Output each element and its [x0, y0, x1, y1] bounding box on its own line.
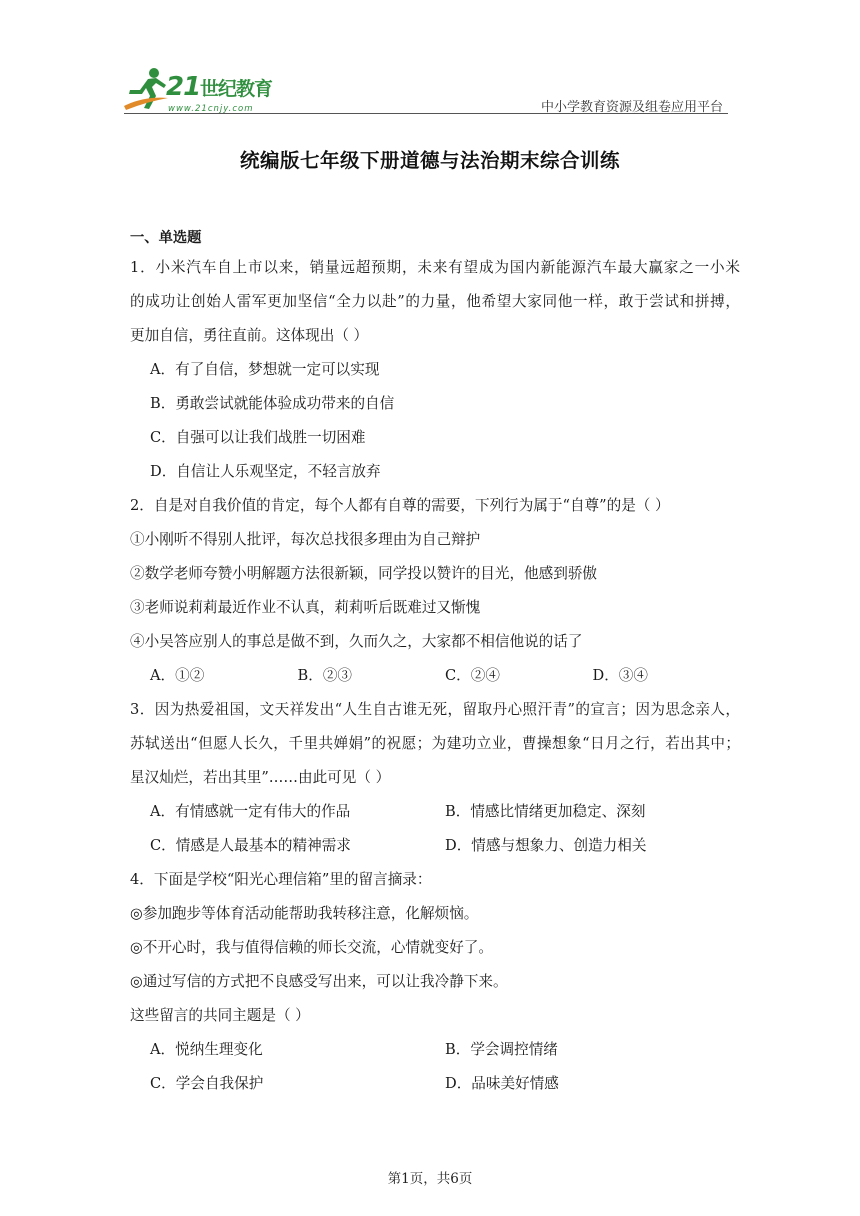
- logo-url: www.21cnjy.com: [168, 104, 254, 114]
- question-4-option-d[interactable]: D．品味美好情感: [445, 1075, 559, 1092]
- question-4: [130, 863, 740, 1101]
- question-2: [130, 489, 740, 693]
- question-4-option-c[interactable]: C．学会自我保护: [150, 1075, 264, 1092]
- logo-number: 21: [166, 72, 201, 102]
- question-2-statement: ①小刚听不得别人批评，每次总找很多理由为自己辩护: [130, 531, 481, 548]
- site-logo[interactable]: [120, 66, 295, 118]
- page-title: 统编版七年级下册道德与法治期末综合训练: [239, 149, 620, 172]
- page-header: [0, 0, 860, 120]
- question-3-stem-line: 星汉灿烂，若出其里”……由此可见（ ）: [130, 769, 391, 786]
- header-divider: [124, 113, 728, 114]
- question-4-stem-line: 4．下面是学校“阳光心理信箱”里的留言摘录：: [130, 871, 432, 888]
- question-3-option-b[interactable]: B．情感比情绪更加稳定、深刻: [445, 803, 646, 820]
- question-4-stem-line: 这些留言的共同主题是（ ）: [130, 1007, 310, 1024]
- question-2-statement: ③老师说莉莉最近作业不认真，莉莉听后既难过又惭愧: [130, 599, 481, 616]
- question-1-stem-line: 的成功让创始人雷军更加坚信“全力以赴”的力量，他希望大家同他一样，敢于尝试和拼搏，: [130, 293, 740, 310]
- question-3-options-row: [130, 795, 740, 829]
- question-1: [130, 251, 740, 489]
- question-3-option-c[interactable]: C．情感是人最基本的精神需求: [150, 837, 351, 854]
- runner-logo-icon: [124, 66, 168, 112]
- question-3: [130, 693, 740, 863]
- question-1-stem-line: 1．小米汽车自上市以来，销量远超预期，未来有望成为国内新能源汽车最大赢家之一小米: [130, 259, 740, 276]
- question-3-option-d[interactable]: D．情感与想象力、创造力相关: [445, 837, 647, 854]
- question-2-statement: ④小吴答应别人的事总是做不到，久而久之，大家都不相信他说的话了: [130, 633, 583, 650]
- question-4-message: ◎通过写信的方式把不良感受写出来，可以让我冷静下来。: [130, 973, 508, 990]
- question-4-message: ◎参加跑步等体育活动能帮助我转移注意，化解烦恼。: [130, 905, 479, 922]
- question-4-message: ◎不开心时，我与值得信赖的师长交流，心情就变好了。: [130, 939, 493, 956]
- question-2-stem-line: 2．自是对自我价值的肯定，每个人都有自尊的需要，下列行为属于“自尊”的是（ ）: [130, 497, 670, 514]
- question-2-option-d[interactable]: D．③④: [592, 667, 648, 684]
- question-2-option-a[interactable]: A．①②: [150, 667, 205, 684]
- question-1-option-c[interactable]: C．自强可以让我们战胜一切困难: [150, 429, 366, 446]
- question-2-option-b[interactable]: B．②③: [297, 667, 353, 684]
- question-1-option-b[interactable]: B．勇敢尝试就能体验成功带来的自信: [150, 395, 395, 412]
- question-2-options: [130, 659, 740, 693]
- question-2-option-c[interactable]: C．②④: [445, 667, 500, 684]
- question-4-options-row: [130, 1033, 740, 1067]
- question-1-option-a[interactable]: A．有了自信，梦想就一定可以实现: [150, 361, 380, 378]
- question-list: [130, 225, 740, 1101]
- platform-name: 中小学教育资源及组卷应用平台: [540, 100, 723, 115]
- question-4-options-row: [130, 1067, 740, 1101]
- question-4-option-b[interactable]: B．学会调控情绪: [445, 1041, 558, 1058]
- question-3-option-a[interactable]: A．有情感就一定有伟大的作品: [150, 803, 351, 820]
- question-3-stem-line: 3．因为热爱祖国，文天祥发出“人生自古谁无死，留取丹心照汗青”的宣言；因为思念亲人，: [130, 701, 740, 718]
- page-footer: 第1页，共6页: [387, 1171, 473, 1187]
- section-heading: 一、单选题: [130, 230, 202, 246]
- question-1-stem-line: 更加自信，勇往直前。这体现出（ ）: [130, 327, 369, 344]
- logo-text: 世纪教育: [200, 78, 273, 100]
- question-3-stem-line: 苏轼送出“但愿人长久，千里共婵娟”的祝愿；为建功立业，曹操想象“日月之行，若出其中；: [130, 735, 740, 752]
- question-1-option-d[interactable]: D．自信让人乐观坚定，不轻言放弃: [150, 463, 381, 480]
- question-3-options-row: [130, 829, 740, 863]
- question-4-option-a[interactable]: A．悦纳生理变化: [150, 1041, 263, 1058]
- question-2-statement: ②数学老师夸赞小明解题方法很新颖，同学投以赞许的目光，他感到骄傲: [130, 565, 598, 582]
